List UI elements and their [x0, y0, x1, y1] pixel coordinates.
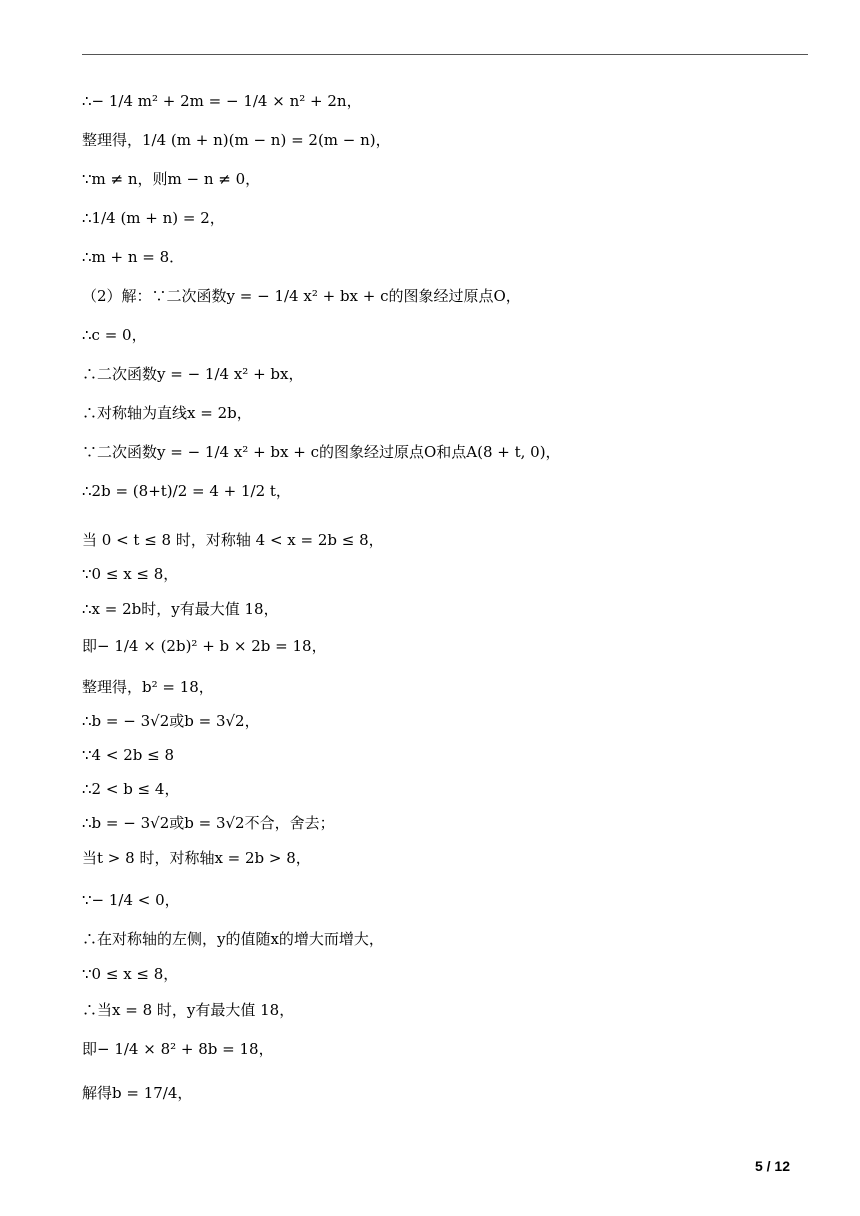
text-line: 整理得，b² = 18， [82, 678, 214, 696]
text-line: 当t > 8 时，对称轴x = 2b > 8， [82, 849, 311, 867]
text-line: 解得b = 17/4， [82, 1084, 193, 1102]
text-line: ∴在对称轴的左侧，y的值随x的增大而增大， [82, 930, 384, 948]
text-line: ∴二次函数y = − 1/4 x² + bx， [82, 365, 304, 383]
text-line: ∵0 ≤ x ≤ 8， [82, 565, 179, 583]
text-line: ∴b = − 3√2或b = 3√2不合，舍去； [82, 814, 335, 832]
text-line: ∴b = − 3√2或b = 3√2， [82, 712, 260, 730]
text-line: ∴当x = 8 时，y有最大值 18， [82, 1001, 295, 1019]
text-line: ∴1/4 (m + n) = 2， [82, 209, 225, 227]
text-line: ∴m + n = 8． [82, 248, 185, 266]
text-line: ∴c = 0， [82, 326, 147, 344]
text-line: （2）解：∵二次函数y = − 1/4 x² + bx + c的图象经过原点O， [82, 287, 521, 305]
text-line: ∵4 < 2b ≤ 8 [82, 746, 174, 764]
text-line: ∵− 1/4 < 0， [82, 891, 180, 909]
text-line: ∴对称轴为直线x = 2b， [82, 404, 252, 422]
text-line: 当 0 < t ≤ 8 时，对称轴 4 < x = 2b ≤ 8， [82, 531, 384, 549]
text-line: ∵二次函数y = − 1/4 x² + bx + c的图象经过原点O和点A(8 + t, 0)， [82, 443, 561, 461]
text-line: ∴x = 2b时，y有最大值 18， [82, 600, 279, 618]
text-line: ∵m ≠ n，则m − n ≠ 0， [82, 170, 261, 188]
text-line: 整理得，1/4 (m + n)(m − n) = 2(m − n)， [82, 131, 391, 149]
text-line: 即− 1/4 × (2b)² + b × 2b = 18， [82, 637, 327, 655]
page-number: 5 / 12 [754, 1158, 790, 1174]
text-line: ∴− 1/4 m² + 2m = − 1/4 × n² + 2n， [82, 92, 362, 110]
text-line: ∴2 < b ≤ 4， [82, 780, 180, 798]
text-line: 即− 1/4 × 8² + 8b = 18， [82, 1040, 274, 1058]
text-line: ∴2b = (8+t)/2 = 4 + 1/2 t， [82, 482, 291, 500]
text-line: ∵0 ≤ x ≤ 8， [82, 965, 179, 983]
header-rule [82, 54, 808, 55]
